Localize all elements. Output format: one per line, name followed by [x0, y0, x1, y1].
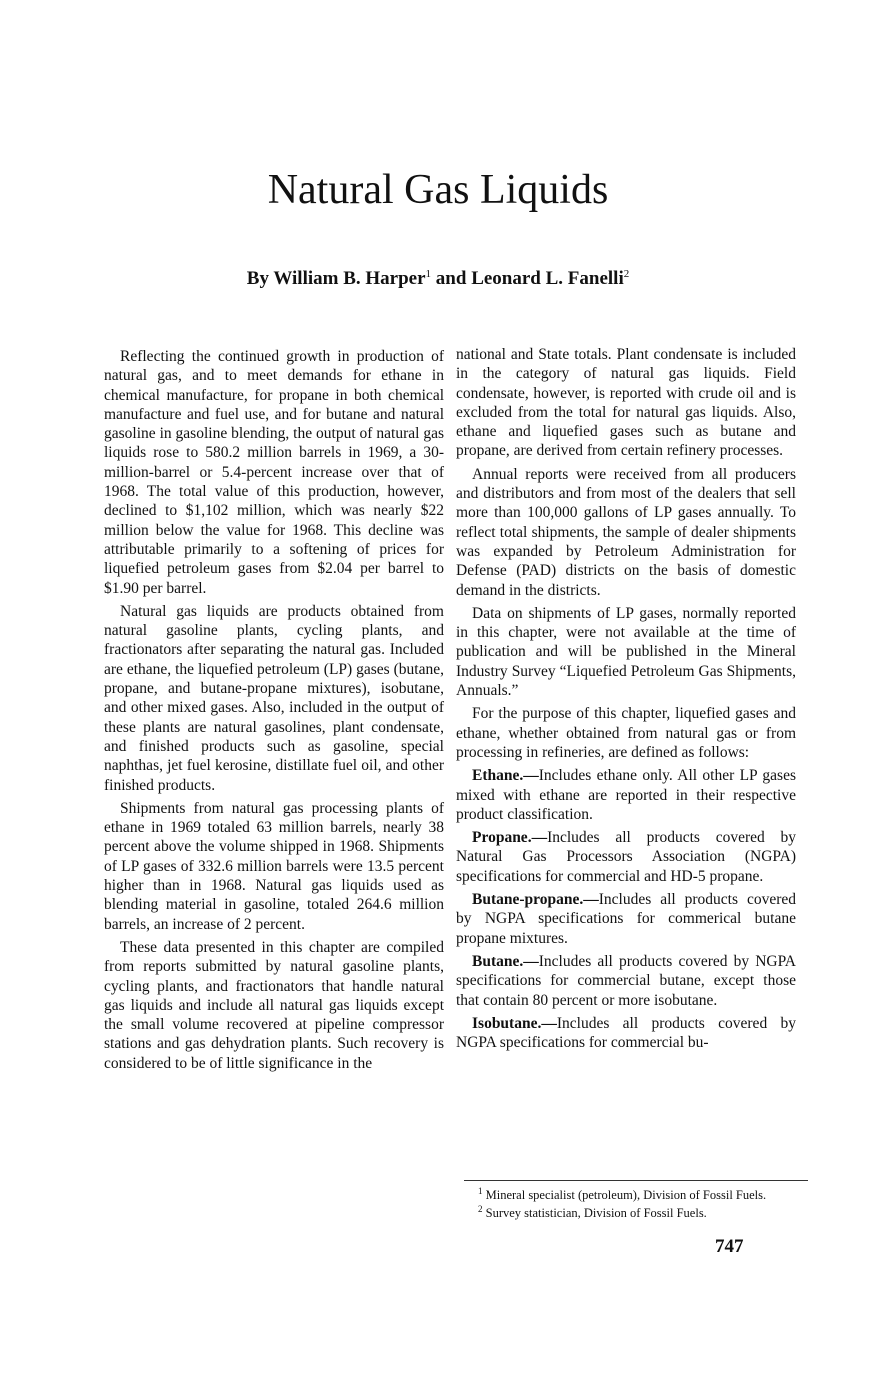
- paragraph: Shipments from natural gas processing plants of ethane in 1969 totaled 63 million barrels, nearly 38 percent above the volume shipped in 1968. Shipments of LP gases of 332.6 million barrels were 13.5 percent higher than in 1968. Natural gas liquids used as blending material in gasoline, totaled 264.6 million barrels, an increase of 2 percent.: [104, 799, 444, 933]
- paragraph: Reflecting the continued growth in production of natural gas, and to meet demands for ethane in chemical manufacture, for propane in both chemical manufacture and fuel use, and for butane and natural gasoline in gasoline blending, the output of natural gas liquids rose to 580.2 million barrels in 1969, a 30-million-barrel or 5.4-percent increase over that of 1968. The total value of this production, however, declined to $1,102 million, which was nearly $22 million below the value for 1968. This decline was attributable primarily to a softening of prices for liquefied petroleum gases from $2.04 per barrel to $1.90 per barrel.: [104, 348, 444, 597]
- definition-isobutane: [456, 1014, 796, 1053]
- definition-butane-propane: [456, 890, 796, 948]
- paragraph: For the purpose of this chapter, liquefied gases and ethane, whether obtained from natural gas or from processing in refineries, are defined as follows:: [456, 705, 796, 761]
- footnote-text: Survey statistician, Division of Fossil Fuels.: [485, 1206, 707, 1221]
- byline-connector: and: [435, 268, 467, 289]
- definition-text: Includes all products covered by NGPA specifications for commercial butane, except those that contain 80 percent or more isobutane.: [456, 952, 796, 1009]
- left-column: [104, 347, 444, 1077]
- author-2-note: 2: [623, 268, 630, 280]
- author-1-note: 1: [425, 268, 432, 280]
- page-title: Natural Gas Liquids: [267, 167, 609, 213]
- definition-text: Includes all products covered by Natural Gas Processors Association (NGPA) specifications for commercial and HD-5 propane.: [456, 829, 796, 885]
- footnote-1: [464, 1184, 808, 1202]
- author-2: Leonard L. Fanelli: [471, 268, 624, 289]
- paragraph: These data presented in this chapter are compiled from reports submitted by natural gasoline plants, cycling plants, and fractionators that handle natural gas liquids and include all natural gas liquids except the small volume recovered at pipeline compressor stations and gas dehydration plants. Such recovery is considered to be of little significance in the: [104, 938, 444, 1072]
- definition-butane: [456, 952, 796, 1010]
- author-1: William B. Harper: [273, 268, 426, 289]
- definition-ethane: [456, 766, 796, 824]
- definition-text: Includes ethane only. All other LP gases mixed with ethane are reported in their respective product classification.: [456, 767, 796, 823]
- footnote-text: Mineral specialist (petroleum), Division of Fossil Fuels.: [485, 1188, 767, 1203]
- definition-text: Includes all products covered by NGPA specifications for commercial bu-: [456, 1014, 796, 1052]
- definition-propane: [456, 828, 796, 886]
- definition-text: Includes all products covered by NGPA specifications for commerical butane propane mixtures.: [456, 891, 796, 947]
- paragraph: Data on shipments of LP gases, normally reported in this chapter, were not available at the time of publication and will be published in the Mineral Industry Survey “Liquefied Petroleum Gas Shipments, Annuals.”: [456, 604, 796, 700]
- footnote-2: [464, 1202, 808, 1220]
- page-number: 747: [715, 1236, 744, 1257]
- paragraph-continuation: national and State totals. Plant condensate is included in the category of natural gas liquids. Field condensate, however, is reported with crude oil and is excluded from the total for natural gas liquids. Also, ethane and liquefied gases such as butane and propane, are derived from certain refinery processes.: [456, 346, 796, 460]
- footnotes: [464, 1180, 808, 1220]
- paragraph: Natural gas liquids are products obtained from natural gasoline plants, cycling plants, and fractionators after separating the natural gas. Included are ethane, the liquefied petroleum (LP) gases (butane, propane, and butane-propane mixtures), isobutane, and other mixed gases. Also, included in the output of these plants are natural gasolines, plant condensate, and finished products such as gasoline, special naphthas, jet fuel kerosine, distillate fuel oil, and other finished products.: [104, 602, 444, 794]
- byline-prefix: By: [246, 268, 269, 289]
- paragraph: Annual reports were received from all producers and distributors and from most of the dealers that sell more than 100,000 gallons of LP gases annually. To reflect total shipments, the sample of dealer shipments was expanded by Petroleum Administration for Defense (PAD) districts on the basis of domestic demand in the districts.: [456, 465, 796, 599]
- definition-term: Butane.—: [472, 952, 539, 970]
- right-column: [456, 345, 796, 1056]
- footnote-mark: 1: [478, 1186, 483, 1196]
- definition-term: Isobutane.—: [472, 1014, 557, 1032]
- byline: [0, 268, 876, 290]
- definition-term: Ethane.—: [472, 767, 539, 785]
- definition-term: Butane-propane.—: [472, 891, 599, 909]
- definition-term: Propane.—: [472, 829, 548, 847]
- footnote-mark: 2: [478, 1204, 483, 1215]
